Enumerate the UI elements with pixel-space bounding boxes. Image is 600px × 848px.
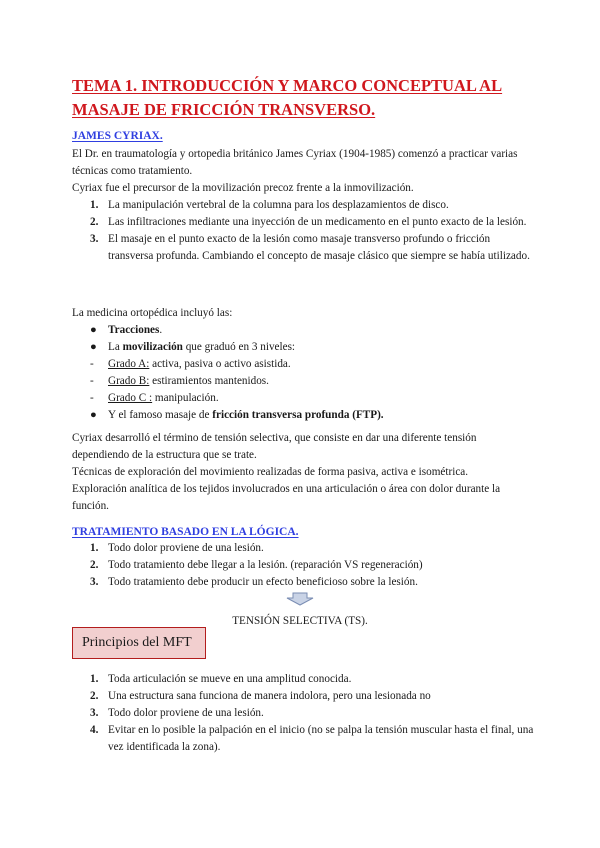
principios-mft-box: Principios del MFT [72,627,206,659]
dash-icon: - [90,358,94,370]
tension-selectiva-paragraph: Cyriax desarrolló el término de tensión selectiva, que consiste en dar una diferente tensión dependiendo de la estructura que se trate. [72,432,477,461]
list-item-text: Las infiltraciones mediante una inyección de un medicamento en el punto exacto de la lesión. [108,216,527,228]
cyriax-intro-paragraph: El Dr. en traumatología y ortopedia británico James Cyriax (1904-1985) comenzó a practicar varias técnicas como tratamiento. [72,148,518,177]
bold-text: Tracciones [108,324,160,336]
medicina-list [72,322,532,424]
mft-section [72,671,542,756]
list-item [72,574,532,591]
list-item [72,722,542,756]
list-item-text: Todo dolor proviene de una lesión. [108,542,264,554]
list-item [72,197,532,214]
list-item-text: El masaje en el punto exacto de la lesión como masaje transverso profundo o fricción transversa profunda. Cambiando el concepto de masaje clásico que siempre se había utilizado. [108,233,530,262]
list-item-grado-a [72,356,532,373]
list-number: 4. [90,724,99,736]
bullet-icon: ● [90,409,97,421]
text: activa, pasiva o activo asistida. [149,358,291,370]
list-item [72,557,532,574]
exploracion-paragraph: Exploración analítica de los tejidos involucrados en una articulación o área con dolor durante la función. [72,483,501,512]
list-item-text: Evitar en lo posible la palpación en el inicio (no se palpa la tensión muscular hasta el final, una vez identificada la zona). [108,724,534,753]
bold-text: fricción transversa profunda (FTP). [212,409,384,421]
grado-label: Grado A: [108,358,150,370]
text: manipulación. [152,392,219,404]
heading-james-cyriax: JAMES CYRIAX. [72,130,163,142]
cyriax-techniques-list [72,197,532,265]
tension-selectiva-label: TENSIÓN SELECTIVA (TS). [232,615,368,627]
list-item [72,671,542,688]
medicina-intro: La medicina ortopédica incluyó las: [72,307,233,319]
mft-principles-list [72,671,542,756]
list-item-text: Toda articulación se mueve en una amplitud conocida. [108,673,352,685]
list-item-text: Todo dolor proviene de una lesión. [108,707,264,719]
list-number: 1. [90,673,99,685]
grado-label: Grado B: [108,375,150,387]
medicina-section [72,305,532,424]
list-number: 2. [90,559,99,571]
list-item-grado-b [72,373,532,390]
down-arrow-icon [284,592,316,606]
list-item-text: Todo tratamiento debe producir un efecto beneficioso sobre la lesión. [108,576,418,588]
bold-text: movilización [122,341,183,353]
cyriax-section [72,146,532,265]
list-item-text: La manipulación vertebral de la columna para los desplazamientos de disco. [108,199,449,211]
dash-icon: - [90,392,94,404]
text: La [108,341,123,353]
text: Y el famoso masaje de [108,409,213,421]
list-item [72,214,532,231]
list-number: 3. [90,233,99,245]
list-item-text: Una estructura sana funciona de manera indolora, pero una lesionada no [108,690,431,702]
list-number: 1. [90,542,99,554]
list-item [72,540,532,557]
text: estiramientos mantenidos. [149,375,269,387]
cyriax-precursor-paragraph: Cyriax fue el precursor de la movilización precoz frente a la inmovilización. [72,182,414,194]
list-item [72,231,532,265]
list-item-text: Todo tratamiento debe llegar a la lesión. (reparación VS regeneración) [108,559,423,571]
list-item [72,688,542,705]
bullet-icon: ● [90,324,97,336]
tecnicas-paragraph: Técnicas de exploración del movimiento realizadas de forma pasiva, activa e isométrica. [72,466,469,478]
list-item-grado-c [72,390,532,407]
list-number: 3. [90,576,99,588]
list-item-ftp [72,407,532,424]
list-item-tracciones [72,322,532,339]
text: . [159,324,163,336]
logica-list [72,540,532,591]
text: que graduó en 3 niveles: [182,341,296,353]
dash-icon: - [90,375,94,387]
document-title: TEMA 1. INTRODUCCIÓN Y MARCO CONCEPTUAL AL MASAJE DE FRICCIÓN TRANSVERSO. [72,76,503,119]
list-item [72,705,542,722]
logica-section [72,540,532,591]
list-item-movilizacion [72,339,532,356]
list-number: 1. [90,199,99,211]
list-number: 2. [90,216,99,228]
grado-label: Grado C : [108,392,153,404]
tension-section [72,430,532,515]
list-number: 2. [90,690,99,702]
heading-tratamiento-logica: TRATAMIENTO BASADO EN LA LÓGICA. [72,526,299,538]
list-number: 3. [90,707,99,719]
bullet-icon: ● [90,341,97,353]
